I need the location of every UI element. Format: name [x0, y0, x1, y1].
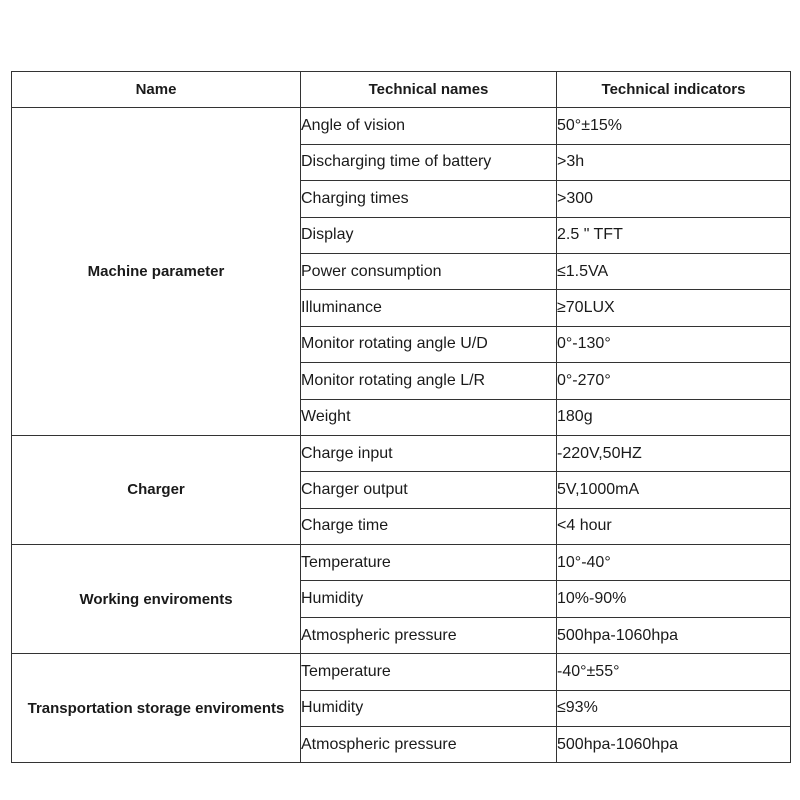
technical-indicator: 0°-270° — [557, 363, 791, 399]
technical-name: Weight — [301, 399, 557, 435]
technical-name: Discharging time of battery — [301, 144, 557, 180]
table-row — [12, 654, 791, 690]
technical-name: Monitor rotating angle L/R — [301, 363, 557, 399]
technical-name: Charge time — [301, 508, 557, 544]
technical-name: Charge input — [301, 435, 557, 471]
technical-indicator: >3h — [557, 144, 791, 180]
technical-indicator: ≤1.5VA — [557, 253, 791, 289]
group-name-transportation-storage-enviroments: Transportation storage enviroments — [12, 654, 301, 763]
technical-indicator: 500hpa-1060hpa — [557, 727, 791, 763]
technical-indicator: 500hpa-1060hpa — [557, 617, 791, 653]
technical-indicator: 180g — [557, 399, 791, 435]
technical-name: Humidity — [301, 690, 557, 726]
technical-name: Angle of vision — [301, 108, 557, 144]
technical-indicator: ≤93% — [557, 690, 791, 726]
header-name: Name — [12, 72, 301, 108]
header-technical-indicators: Technical indicators — [557, 72, 791, 108]
technical-name: Temperature — [301, 545, 557, 581]
technical-name: Power consumption — [301, 253, 557, 289]
table-row — [12, 545, 791, 581]
spec-table — [11, 71, 791, 763]
table-row — [12, 108, 791, 144]
group-name-machine-parameter: Machine parameter — [12, 108, 301, 436]
technical-indicator: ≥70LUX — [557, 290, 791, 326]
technical-indicator: <4 hour — [557, 508, 791, 544]
technical-name: Display — [301, 217, 557, 253]
technical-name: Charger output — [301, 472, 557, 508]
table-row — [12, 435, 791, 471]
technical-name: Illuminance — [301, 290, 557, 326]
technical-indicator: 10°-40° — [557, 545, 791, 581]
technical-name: Atmospheric pressure — [301, 617, 557, 653]
group-name-working-enviroments: Working enviroments — [12, 545, 301, 654]
technical-name: Temperature — [301, 654, 557, 690]
technical-name: Charging times — [301, 181, 557, 217]
technical-indicator: 10%-90% — [557, 581, 791, 617]
technical-indicator: -220V,50HZ — [557, 435, 791, 471]
technical-indicator: 0°-130° — [557, 326, 791, 362]
technical-indicator: -40°±55° — [557, 654, 791, 690]
technical-name: Humidity — [301, 581, 557, 617]
technical-indicator: 50°±15% — [557, 108, 791, 144]
header-row — [12, 72, 791, 108]
header-technical-names: Technical names — [301, 72, 557, 108]
technical-indicator: 5V,1000mA — [557, 472, 791, 508]
technical-indicator: 2.5 " TFT — [557, 217, 791, 253]
technical-name: Monitor rotating angle U/D — [301, 326, 557, 362]
technical-name: Atmospheric pressure — [301, 727, 557, 763]
group-name-charger: Charger — [12, 435, 301, 544]
technical-indicator: >300 — [557, 181, 791, 217]
